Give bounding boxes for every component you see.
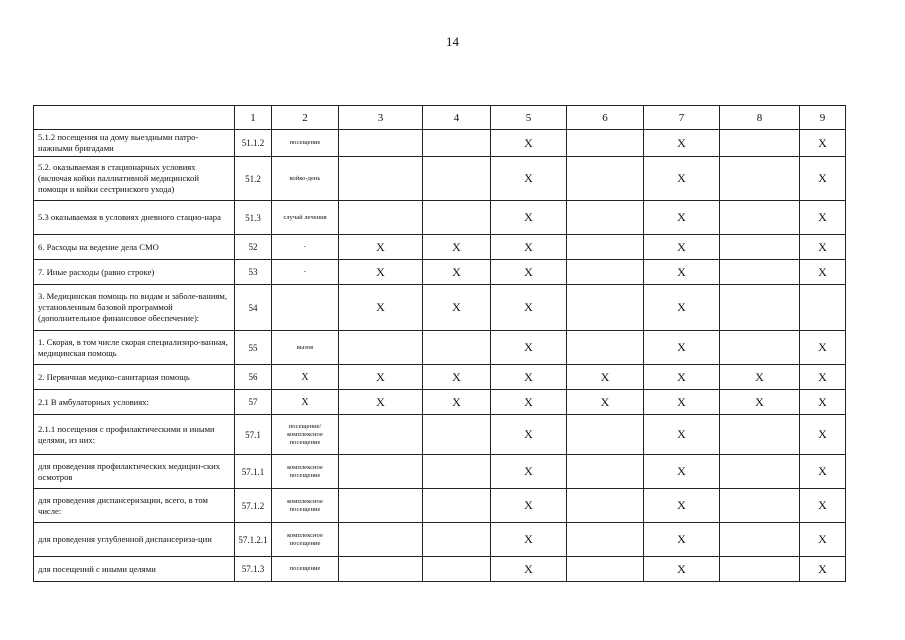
table-row (34, 331, 846, 365)
cell-col-7: X (644, 523, 720, 557)
table-row (34, 557, 846, 582)
row-number: 57.1.1 (235, 455, 272, 489)
cell-col-6 (567, 157, 644, 201)
row-unit: случай лечения (272, 201, 339, 235)
table-row (34, 130, 846, 157)
row-unit: посещение (272, 130, 339, 157)
row-number: 57 (235, 390, 272, 415)
cell-col-5: X (491, 235, 567, 260)
row-number: 57.1.2 (235, 489, 272, 523)
cell-col-3: X (339, 285, 423, 331)
cell-col-8 (720, 235, 800, 260)
row-number: 54 (235, 285, 272, 331)
cell-col-5: X (491, 331, 567, 365)
row-description: 1. Скорая, в том числе скорая специализиро-ванная, медицинская помощь (34, 331, 235, 365)
header-cell: 6 (567, 106, 644, 130)
cell-col-7: X (644, 201, 720, 235)
cell-col-7: X (644, 557, 720, 582)
cell-col-7: X (644, 157, 720, 201)
row-description: 5.2. оказываемая в стационарных условиях (включая койки паллиативной медицинской помощи и койки сестринского ухода) (34, 157, 235, 201)
table-row (34, 390, 846, 415)
row-unit: посещение (272, 557, 339, 582)
header-cell: 2 (272, 106, 339, 130)
cell-col-6 (567, 557, 644, 582)
table-row (34, 523, 846, 557)
row-number: 55 (235, 331, 272, 365)
cell-col-8: X (720, 390, 800, 415)
table-header-row (34, 106, 846, 130)
cell-col-3: X (339, 390, 423, 415)
cell-col-9: X (800, 235, 846, 260)
cell-col-8 (720, 201, 800, 235)
cell-col-8 (720, 455, 800, 489)
row-number: 51.3 (235, 201, 272, 235)
row-unit: - (272, 235, 339, 260)
cell-col-8 (720, 285, 800, 331)
cell-col-5: X (491, 285, 567, 331)
cell-col-5: X (491, 201, 567, 235)
cell-col-4: X (423, 390, 491, 415)
cell-col-7: X (644, 415, 720, 455)
row-number: 57.1.3 (235, 557, 272, 582)
row-number: 57.1.2.1 (235, 523, 272, 557)
cell-col-9: X (800, 260, 846, 285)
header-cell: 7 (644, 106, 720, 130)
cell-col-5: X (491, 455, 567, 489)
cell-col-3: X (339, 365, 423, 390)
table-row (34, 489, 846, 523)
cell-col-4 (423, 557, 491, 582)
cell-col-6 (567, 415, 644, 455)
row-unit: койко-день (272, 157, 339, 201)
row-description: для проведения профилактических медицин-ских осмотров (34, 455, 235, 489)
row-unit: X (272, 390, 339, 415)
cell-col-6 (567, 523, 644, 557)
row-unit: комплексное посещение (272, 489, 339, 523)
cell-col-4 (423, 130, 491, 157)
cell-col-8 (720, 260, 800, 285)
cell-col-9: X (800, 157, 846, 201)
cell-col-8 (720, 331, 800, 365)
cell-col-7: X (644, 235, 720, 260)
row-description: 3. Медицинская помощь по видам и заболе-ваниям, установленным базовой программой (дополнительное финансовое обеспечение): (34, 285, 235, 331)
row-unit: посещение/ комплексное посещение (272, 415, 339, 455)
cell-col-6: X (567, 365, 644, 390)
row-description: 5.3 оказываемая в условиях дневного стацио-нара (34, 201, 235, 235)
cell-col-7: X (644, 331, 720, 365)
header-cell: 8 (720, 106, 800, 130)
cell-col-7: X (644, 489, 720, 523)
table-row (34, 285, 846, 331)
table-row (34, 365, 846, 390)
page-number: 14 (446, 34, 459, 49)
row-unit: - (272, 260, 339, 285)
row-description: 5.1.2 посещения на дому выездными патро-нажными бригадами (34, 130, 235, 157)
cell-col-3 (339, 331, 423, 365)
cell-col-8: X (720, 365, 800, 390)
cell-col-6 (567, 489, 644, 523)
cell-col-7: X (644, 285, 720, 331)
cell-col-8 (720, 523, 800, 557)
cell-col-5: X (491, 365, 567, 390)
cell-col-3: X (339, 260, 423, 285)
data-table (33, 105, 846, 582)
header-cell: 5 (491, 106, 567, 130)
cell-col-7: X (644, 455, 720, 489)
cell-col-4 (423, 331, 491, 365)
cell-col-6 (567, 130, 644, 157)
cell-col-3 (339, 523, 423, 557)
cell-col-3 (339, 557, 423, 582)
row-description: для проведения углубленной диспансериза-ции (34, 523, 235, 557)
row-description: 2. Первичная медико-санитарная помощь (34, 365, 235, 390)
row-description: 2.1 В амбулаторных условиях: (34, 390, 235, 415)
row-unit (272, 285, 339, 331)
cell-col-4: X (423, 285, 491, 331)
row-number: 51.2 (235, 157, 272, 201)
cell-col-6 (567, 285, 644, 331)
cell-col-6 (567, 260, 644, 285)
cell-col-4: X (423, 365, 491, 390)
cell-col-7: X (644, 130, 720, 157)
cell-col-6: X (567, 390, 644, 415)
cell-col-9: X (800, 489, 846, 523)
cell-col-6 (567, 201, 644, 235)
cell-col-9: X (800, 365, 846, 390)
table-row (34, 455, 846, 489)
cell-col-9: X (800, 331, 846, 365)
row-unit: комплексное посещение (272, 523, 339, 557)
row-number: 53 (235, 260, 272, 285)
cell-col-3 (339, 130, 423, 157)
cell-col-8 (720, 415, 800, 455)
cell-col-5: X (491, 557, 567, 582)
cell-col-9: X (800, 390, 846, 415)
cell-col-3 (339, 489, 423, 523)
table-row (34, 201, 846, 235)
cell-col-4 (423, 455, 491, 489)
table-row (34, 157, 846, 201)
cell-col-7: X (644, 365, 720, 390)
cell-col-4 (423, 415, 491, 455)
header-cell: 1 (235, 106, 272, 130)
row-number: 52 (235, 235, 272, 260)
row-description: 2.1.1 посещения с профилактическими и иными целями, из них: (34, 415, 235, 455)
cell-col-9 (800, 285, 846, 331)
cell-col-4 (423, 201, 491, 235)
cell-col-4 (423, 523, 491, 557)
cell-col-5: X (491, 489, 567, 523)
cell-col-7: X (644, 390, 720, 415)
cell-col-8 (720, 157, 800, 201)
cell-col-3 (339, 415, 423, 455)
row-unit: комплексное посещение (272, 455, 339, 489)
table-row (34, 415, 846, 455)
header-cell: 3 (339, 106, 423, 130)
cell-col-3: X (339, 235, 423, 260)
cell-col-3 (339, 201, 423, 235)
cell-col-5: X (491, 130, 567, 157)
row-description: 6. Расходы на ведение дела СМО (34, 235, 235, 260)
cell-col-9: X (800, 130, 846, 157)
cell-col-8 (720, 557, 800, 582)
row-unit: X (272, 365, 339, 390)
cell-col-9: X (800, 523, 846, 557)
cell-col-5: X (491, 415, 567, 455)
cell-col-4 (423, 157, 491, 201)
header-cell-empty (34, 106, 235, 130)
cell-col-4: X (423, 235, 491, 260)
header-cell: 9 (800, 106, 846, 130)
cell-col-6 (567, 331, 644, 365)
row-unit: вызов (272, 331, 339, 365)
cell-col-8 (720, 130, 800, 157)
row-description: для проведения диспансеризации, всего, в том числе: (34, 489, 235, 523)
cell-col-3 (339, 157, 423, 201)
cell-col-9: X (800, 201, 846, 235)
cell-col-6 (567, 235, 644, 260)
cell-col-8 (720, 489, 800, 523)
cell-col-4: X (423, 260, 491, 285)
cell-col-5: X (491, 260, 567, 285)
cell-col-5: X (491, 523, 567, 557)
row-number: 56 (235, 365, 272, 390)
table-row (34, 260, 846, 285)
cell-col-6 (567, 455, 644, 489)
row-number: 51.1.2 (235, 130, 272, 157)
row-number: 57.1 (235, 415, 272, 455)
cell-col-4 (423, 489, 491, 523)
cell-col-5: X (491, 390, 567, 415)
table-row (34, 235, 846, 260)
header-cell: 4 (423, 106, 491, 130)
cell-col-7: X (644, 260, 720, 285)
cell-col-9: X (800, 557, 846, 582)
row-description: для посещений с иными целями (34, 557, 235, 582)
cell-col-3 (339, 455, 423, 489)
cell-col-9: X (800, 455, 846, 489)
row-description: 7. Иные расходы (равно строке) (34, 260, 235, 285)
cell-col-9: X (800, 415, 846, 455)
cell-col-5: X (491, 157, 567, 201)
